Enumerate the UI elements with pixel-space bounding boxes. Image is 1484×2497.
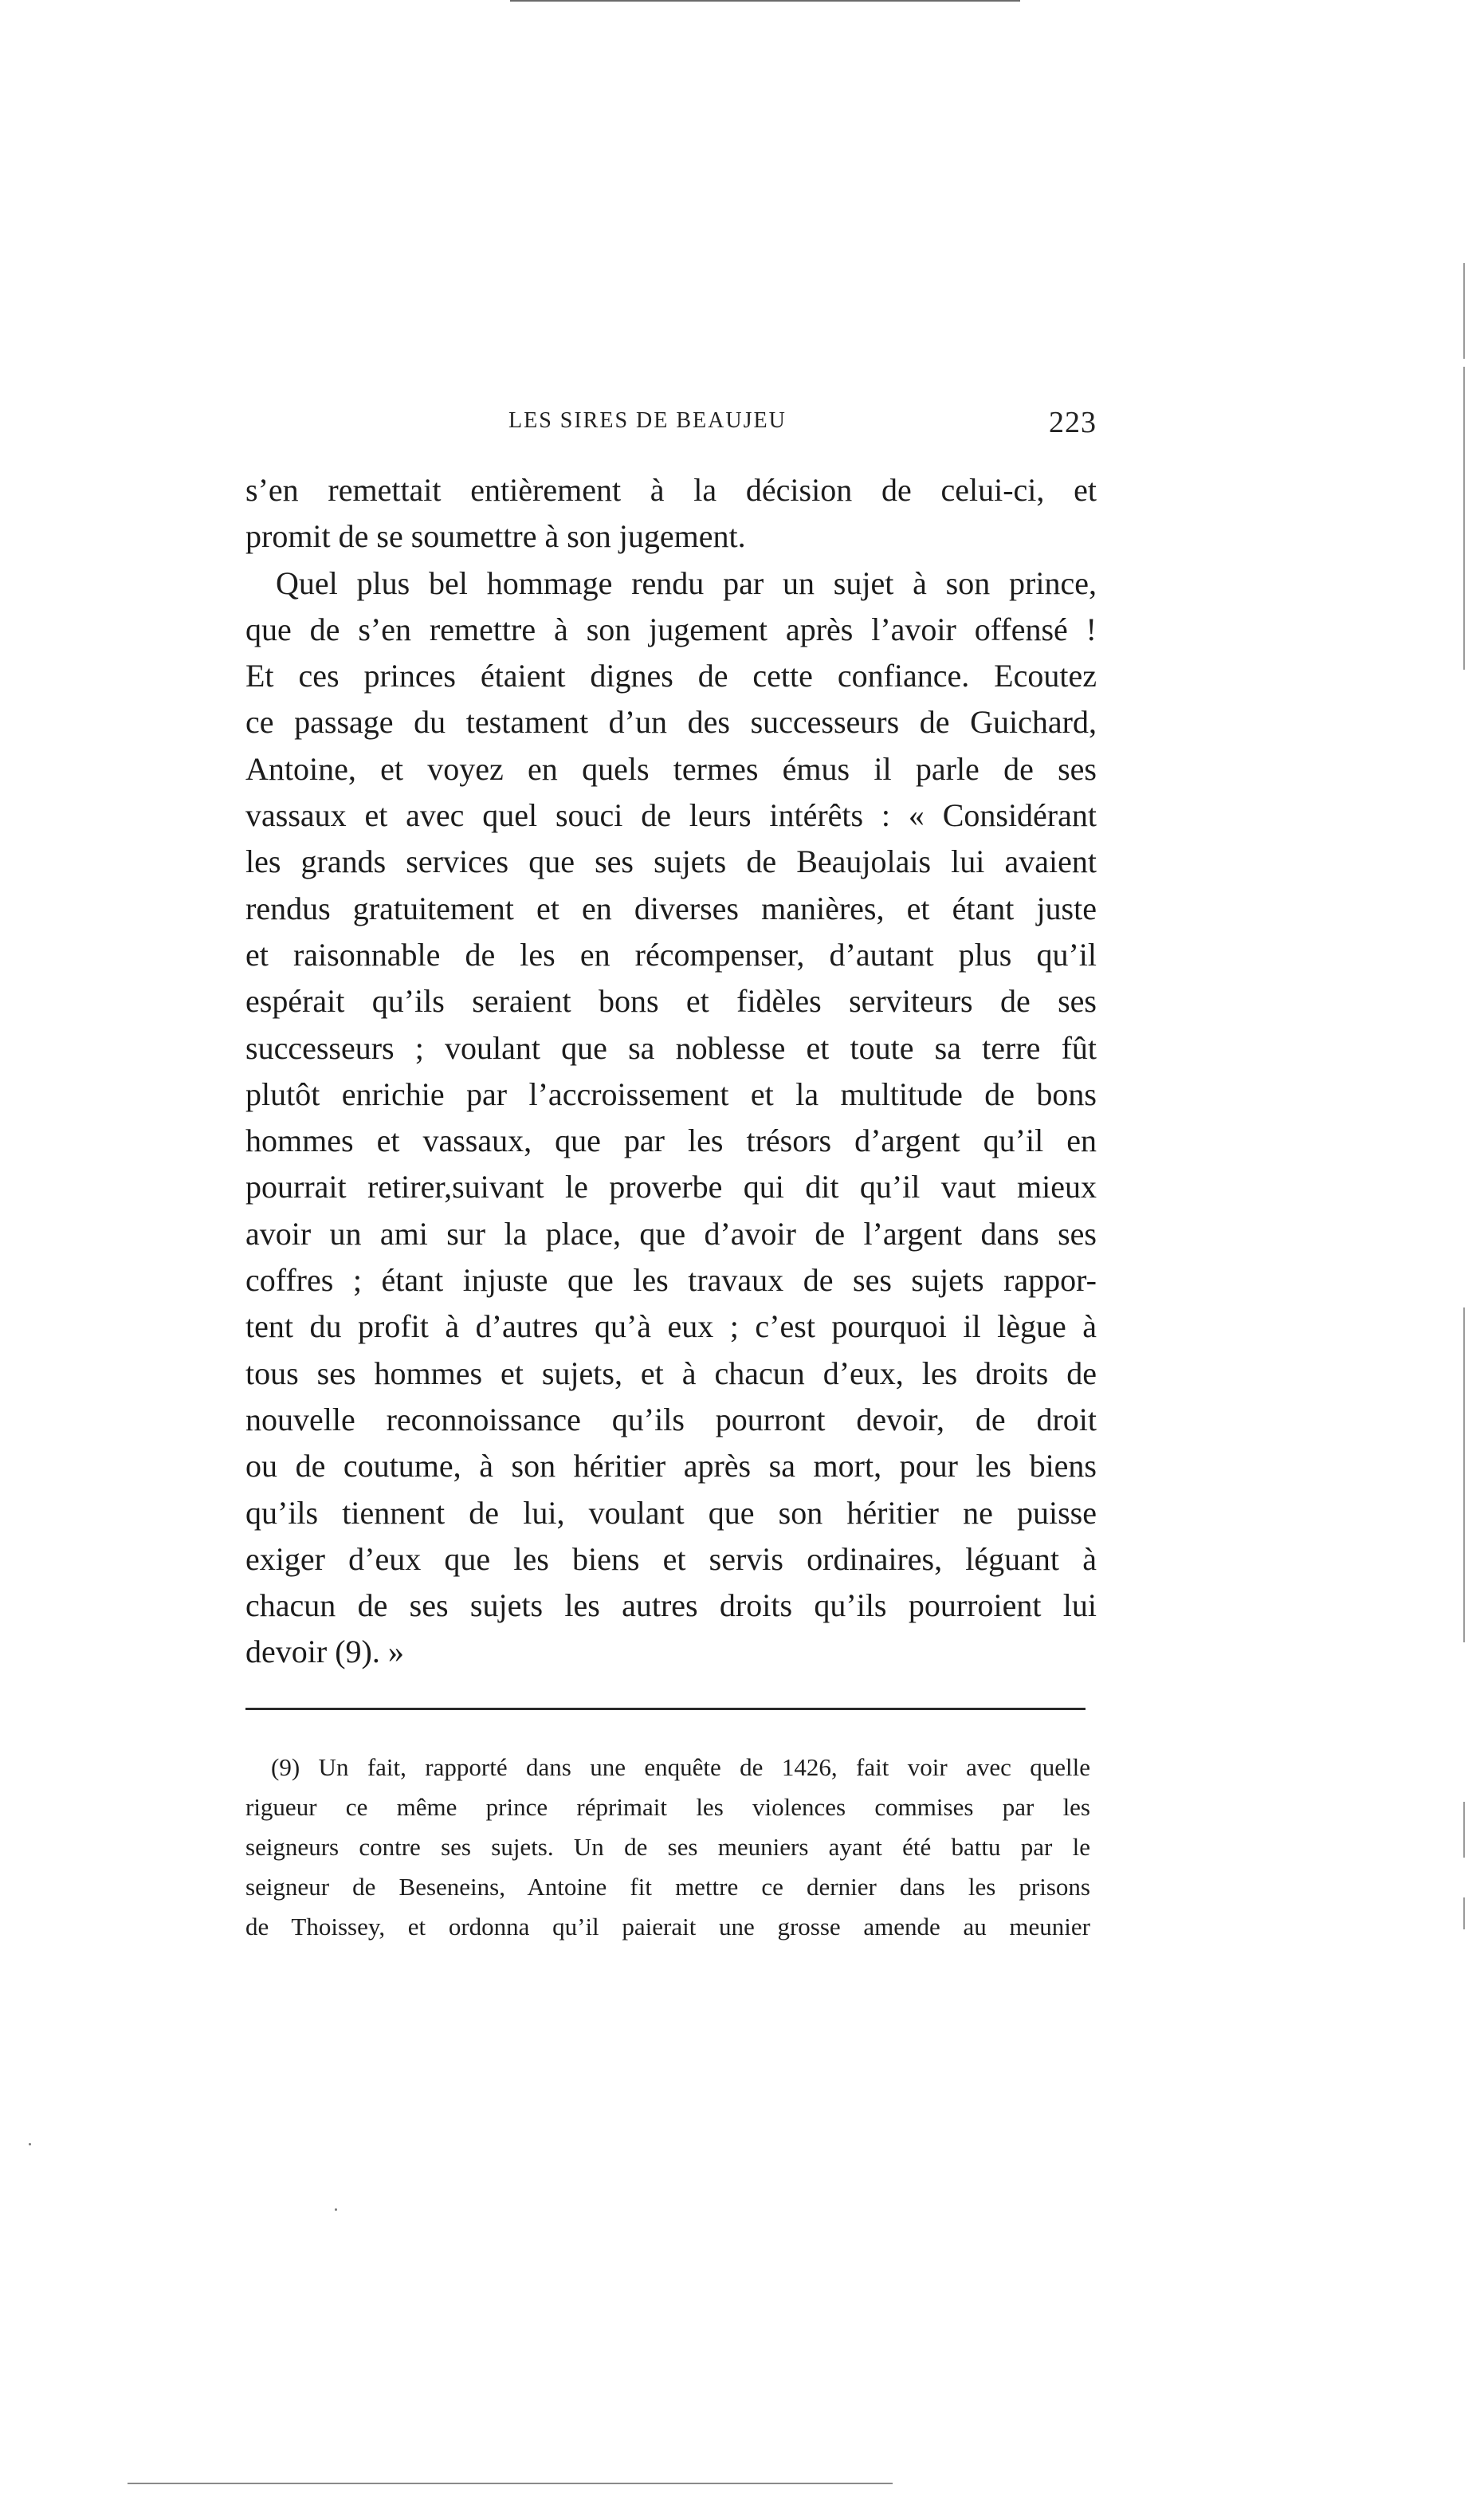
footnote-line: rigueur ce même prince réprimait les violences commises par les — [245, 1793, 1090, 1821]
scan-edge-top — [510, 0, 1020, 2]
body-line: espérait qu’ils seraient bons et fidèles serviteurs de ses — [245, 983, 1097, 1020]
page-number: 223 — [1049, 406, 1097, 439]
body-line: s’en remettait entièrement à la décision de celui-ci, et — [245, 472, 1097, 508]
body-line: successeurs ; voulant que sa noblesse et toute sa terre fût — [245, 1029, 1097, 1066]
footnote-line: seigneur de Beseneins, Antoine fit mettre ce dernier dans les prisons — [245, 1873, 1090, 1901]
scan-edge-bottom — [128, 2483, 893, 2484]
body-line: vassaux et avec quel souci de leurs intérêts : « Considérant — [245, 797, 1097, 834]
scan-edge-right — [1463, 263, 1465, 359]
body-line: qu’ils tiennent de lui, voulant que son héritier ne puisse — [245, 1494, 1097, 1531]
scan-edge-right — [1463, 1802, 1465, 1858]
body-line: ce passage du testament d’un des successeurs de Guichard, — [245, 704, 1097, 741]
body-line: pourrait retirer,suivant le proverbe qui dit qu’il vaut mieux — [245, 1169, 1097, 1205]
scan-edge-right — [1463, 1897, 1465, 1929]
body-line: devoir (9). » — [245, 1634, 404, 1670]
body-line: ou de coutume, à son héritier après sa mort, pour les biens — [245, 1448, 1097, 1484]
body-line: que de s’en remettre à son jugement après l’avoir offensé ! — [245, 611, 1097, 647]
footnote-line: de Thoissey, et ordonna qu’il paierait une grosse amende au meunier — [245, 1913, 1090, 1941]
scan-speck — [335, 2208, 337, 2211]
body-line: nouvelle reconnoissance qu’ils pourront devoir, de droit — [245, 1401, 1097, 1437]
body-line: tent du profit à d’autres qu’à eux ; c’est pourquoi il lègue à — [245, 1308, 1097, 1345]
body-line: Et ces princes étaient dignes de cette confiance. Ecoutez — [245, 658, 1097, 694]
scan-edge-right — [1463, 367, 1465, 670]
body-line: avoir un ami sur la place, que d’avoir de l’argent dans ses — [245, 1215, 1097, 1252]
running-header — [245, 408, 1097, 443]
footnote-line: (9) Un fait, rapporté dans une enquête de 1426, fait voir avec quelle — [271, 1753, 1090, 1781]
body-line: promit de se soumettre à son jugement. — [245, 518, 746, 555]
body-line: et raisonnable de les en récompenser, d’autant plus qu’il — [245, 936, 1097, 973]
scan-speck — [29, 2143, 31, 2145]
body-line: plutôt enrichie par l’accroissement et la multitude de bons — [245, 1075, 1097, 1112]
body-line: les grands services que ses sujets de Beaujolais lui avaient — [245, 843, 1097, 880]
body-line: Quel plus bel hommage rendu par un sujet à son prince, — [276, 564, 1097, 601]
body-line: chacun de ses sujets les autres droits qu’ils pourroient lui — [245, 1587, 1097, 1624]
footnote-line: seigneurs contre ses sujets. Un de ses meuniers ayant été battu par le — [245, 1833, 1090, 1861]
body-line: rendus gratuitement et en diverses manières, et étant juste — [245, 890, 1097, 926]
body-line: exiger d’eux que les biens et servis ordinaires, léguant à — [245, 1540, 1097, 1577]
body-line: Antoine, et voyez en quels termes émus il parle de ses — [245, 750, 1097, 787]
scan-edge-right — [1463, 1307, 1465, 1642]
body-line: hommes et vassaux, que par les trésors d’argent qu’il en — [245, 1123, 1097, 1159]
running-head-title: LES SIRES DE BEAUJEU — [508, 408, 787, 433]
body-line: tous ses hommes et sujets, et à chacun d’eux, les droits de — [245, 1355, 1097, 1391]
body-text — [245, 467, 1097, 1676]
footnote — [245, 1748, 1090, 1947]
body-line: coffres ; étant injuste que les travaux de ses sujets rappor- — [245, 1262, 1097, 1299]
footnote-rule — [245, 1708, 1086, 1710]
